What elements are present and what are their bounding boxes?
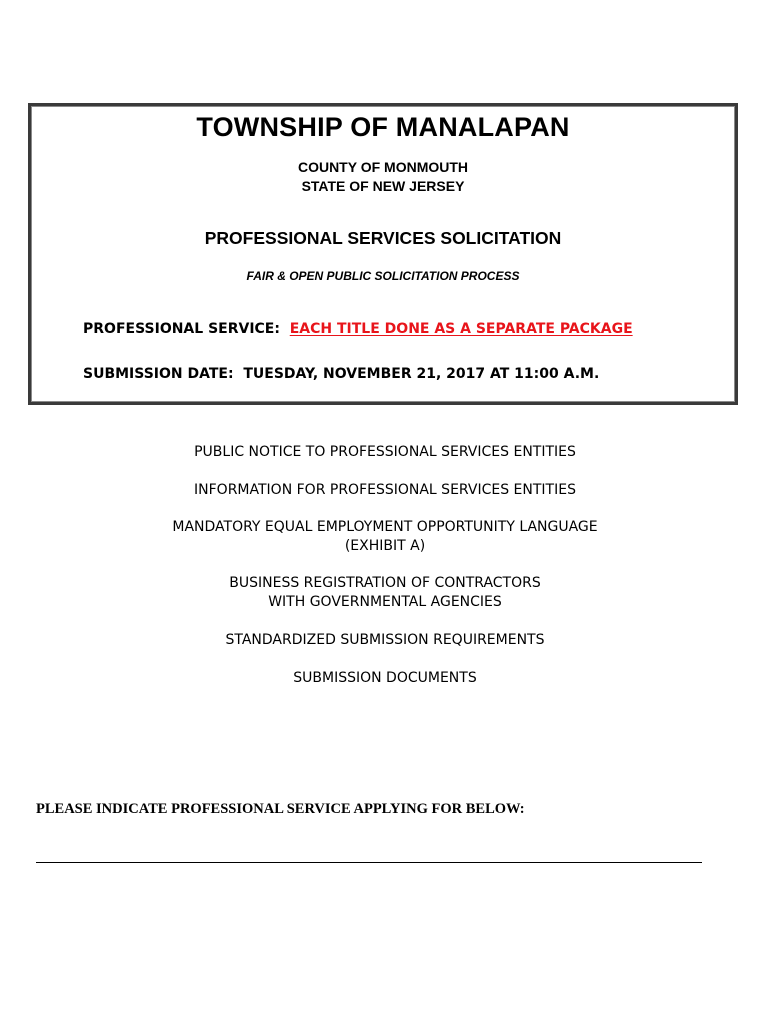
submission-date-value: TUESDAY, NOVEMBER 21, 2017 AT 11:00 A.M. <box>243 366 600 382</box>
contents-item-standardized-requirements: STANDARDIZED SUBMISSION REQUIREMENTS <box>225 632 545 648</box>
contents-item-governmental-agencies: WITH GOVERNMENTAL AGENCIES <box>268 594 502 610</box>
contents-item-business-registration: BUSINESS REGISTRATION OF CONTRACTORS <box>229 575 541 591</box>
state-name: STATE OF NEW JERSEY <box>301 178 465 194</box>
submission-date-line <box>83 366 599 382</box>
professional-service-label: PROFESSIONAL SERVICE: <box>83 321 280 337</box>
process-subtitle: FAIR & OPEN PUBLIC SOLICITATION PROCESS <box>246 269 520 283</box>
contents-item-information: INFORMATION FOR PROFESSIONAL SERVICES ENTITIES <box>194 482 576 498</box>
indicate-service-instruction: PLEASE INDICATE PROFESSIONAL SERVICE APPLYING FOR BELOW: <box>36 801 525 817</box>
contents-item-public-notice: PUBLIC NOTICE TO PROFESSIONAL SERVICES ENTITIES <box>194 444 576 460</box>
submission-date-label: SUBMISSION DATE: <box>83 366 234 382</box>
professional-service-value: EACH TITLE DONE AS A SEPARATE PACKAGE <box>289 321 633 337</box>
solicitation-heading: PROFESSIONAL SERVICES SOLICITATION <box>204 228 562 248</box>
county-name: COUNTY OF MONMOUTH <box>297 159 469 175</box>
cover-header-box <box>28 103 738 405</box>
contents-item-exhibit-a: (EXHIBIT A) <box>344 538 426 554</box>
contents-item-submission-documents: SUBMISSION DOCUMENTS <box>293 670 477 686</box>
service-write-in-line[interactable] <box>36 862 702 863</box>
contents-item-eeo-language: MANDATORY EQUAL EMPLOYMENT OPPORTUNITY LANGUAGE <box>172 519 598 535</box>
professional-service-line <box>83 321 633 337</box>
township-title: TOWNSHIP OF MANALAPAN <box>196 112 570 142</box>
